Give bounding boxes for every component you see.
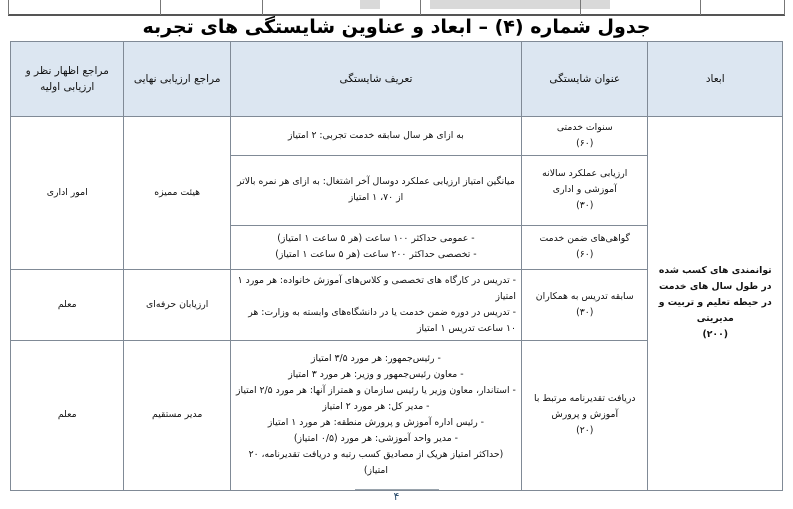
- definition-line: به ازای هر سال سابقه خدمت تجربی: ۲ امتیاز: [288, 129, 464, 141]
- fragment-divider-4: [420, 0, 421, 15]
- dimension-label: توانمندی های کسب شده در طول سال های خدمت در حیطه تعلیم و تربیت و مدیریتی: [658, 265, 772, 325]
- cell-competency-title: [522, 117, 648, 156]
- table-body: [11, 117, 783, 491]
- definition-line: - استاندار، معاون وزیر یا رئیس سازمان و همتراز آنها: هر مورد ۲/۵ امتیاز: [236, 385, 516, 397]
- cell-initial-evaluation-refs: معلم: [11, 269, 124, 340]
- cell-final-evaluation-refs: هیئت ممیزه: [124, 117, 230, 270]
- cell-initial-evaluation-refs: امور اداری: [11, 117, 124, 270]
- competency-title-score: (۳۰): [576, 306, 594, 318]
- competency-title-score: (۳۰): [576, 200, 594, 212]
- cell-competency-title: [522, 155, 648, 225]
- fragment-shade-a: [360, 0, 380, 9]
- header-row: [11, 42, 783, 117]
- fragment-divider-1: [8, 0, 9, 15]
- definition-line: - مدیر کل: هر مورد ۲ امتیاز: [322, 401, 430, 413]
- page-title: جدول شماره (۴) – ابعاد و عناوین شایستگی های تجربه: [142, 16, 651, 38]
- cell-final-evaluation-refs: مدیر مستقیم: [124, 340, 230, 490]
- header-dimension: ابعاد: [648, 42, 783, 117]
- competency-table-wrapper: [10, 41, 783, 491]
- competency-title-text: سنوات خدمتی: [556, 122, 613, 133]
- cell-initial-evaluation-refs: معلم: [11, 340, 124, 490]
- page-number: ۴: [393, 490, 400, 503]
- cell-competency-definition: [230, 117, 521, 156]
- cell-competency-definition: [230, 340, 521, 490]
- fragment-divider-6: [700, 0, 701, 15]
- header-initial-evaluation-refs: مراجع اظهار نظر و ارزیابی اولیه: [11, 42, 124, 117]
- competency-table: [10, 41, 783, 491]
- cell-competency-title: [522, 340, 648, 490]
- competency-title-text: ارزیابی عملکرد سالانه آموزشی و اداری: [542, 168, 628, 196]
- definition-line: - تخصصی حداکثر ۲۰۰ ساعت (هر ۵ ساعت ۱ امتیاز): [275, 249, 477, 261]
- table-header: [11, 42, 783, 117]
- competency-title-score: (۶۰): [576, 249, 594, 261]
- definition-line: - تدریس در دوره ضمن خدمت یا در دانشگاه‌های وابسته به وزارت: هر ۱۰ ساعت تدریس ۱ امتیاز: [248, 306, 516, 334]
- competency-title-text: گواهی‌های ضمن خدمت: [539, 233, 630, 245]
- competency-title-score: (۲۰): [576, 425, 594, 437]
- fragment-divider-2: [160, 0, 161, 15]
- cell-competency-title: [522, 225, 648, 269]
- cell-dimension: [648, 117, 783, 491]
- definition-line: - رئیس اداره آموزش و پرورش منطقه: هر مورد ۱ امتیاز: [267, 417, 485, 429]
- header-competency-title: عنوان شایستگی: [522, 42, 648, 117]
- table-row: [11, 117, 783, 156]
- competency-title-score: (۶۰): [576, 137, 594, 149]
- cell-final-evaluation-refs: ارزیابان حرفه‌ای: [124, 269, 230, 340]
- competency-title-text: سابقه تدریس به همکاران: [535, 290, 634, 302]
- definition-line: - معاون رئیس‌جمهور و وزیر: هر مورد ۳ امتیاز: [288, 369, 464, 381]
- definition-note: (حداکثر امتیاز هریک از مصادیق کسب رتبه و دریافت تقدیرنامه، ۲۰ امتیاز): [248, 449, 504, 477]
- cell-competency-title: [522, 269, 648, 340]
- cell-competency-definition: [230, 155, 521, 225]
- header-competency-definition: تعریف شایستگی: [230, 42, 521, 117]
- dimension-score: (۲۰۰): [702, 329, 728, 341]
- header-final-evaluation-refs: مراجع ارزیابی نهایی: [124, 42, 230, 117]
- fragment-shade-b: [430, 0, 610, 9]
- definition-line: - تدریس در کارگاه های تخصصی و کلاس‌های آموزش خانواده: هر مورد ۱ امتیاز: [237, 274, 516, 302]
- fragment-divider-7: [784, 0, 785, 15]
- definition-line: - رئیس‌جمهور: هر مورد ۳/۵ امتیاز: [311, 353, 441, 365]
- competency-title-text: دریافت تقدیرنامه مرتبط با آموزش و پرورش: [533, 393, 636, 421]
- definition-line: میانگین امتیاز ارزیابی عملکرد دوسال آخر اشتغال: به ازای هر نمره بالاتر از ۷۰، ۱ امتیاز: [237, 176, 515, 204]
- definition-line: - مدیر واحد آموزشی: هر مورد (۰/۵ امتیاز): [293, 433, 459, 445]
- cell-competency-definition: [230, 269, 521, 340]
- fragment-divider-5: [580, 0, 581, 15]
- cell-competency-definition: [230, 225, 521, 269]
- fragment-divider-3: [262, 0, 263, 15]
- definition-line: - عمومی حداکثر ۱۰۰ ساعت (هر ۵ ساعت ۱ امتیاز): [277, 233, 475, 245]
